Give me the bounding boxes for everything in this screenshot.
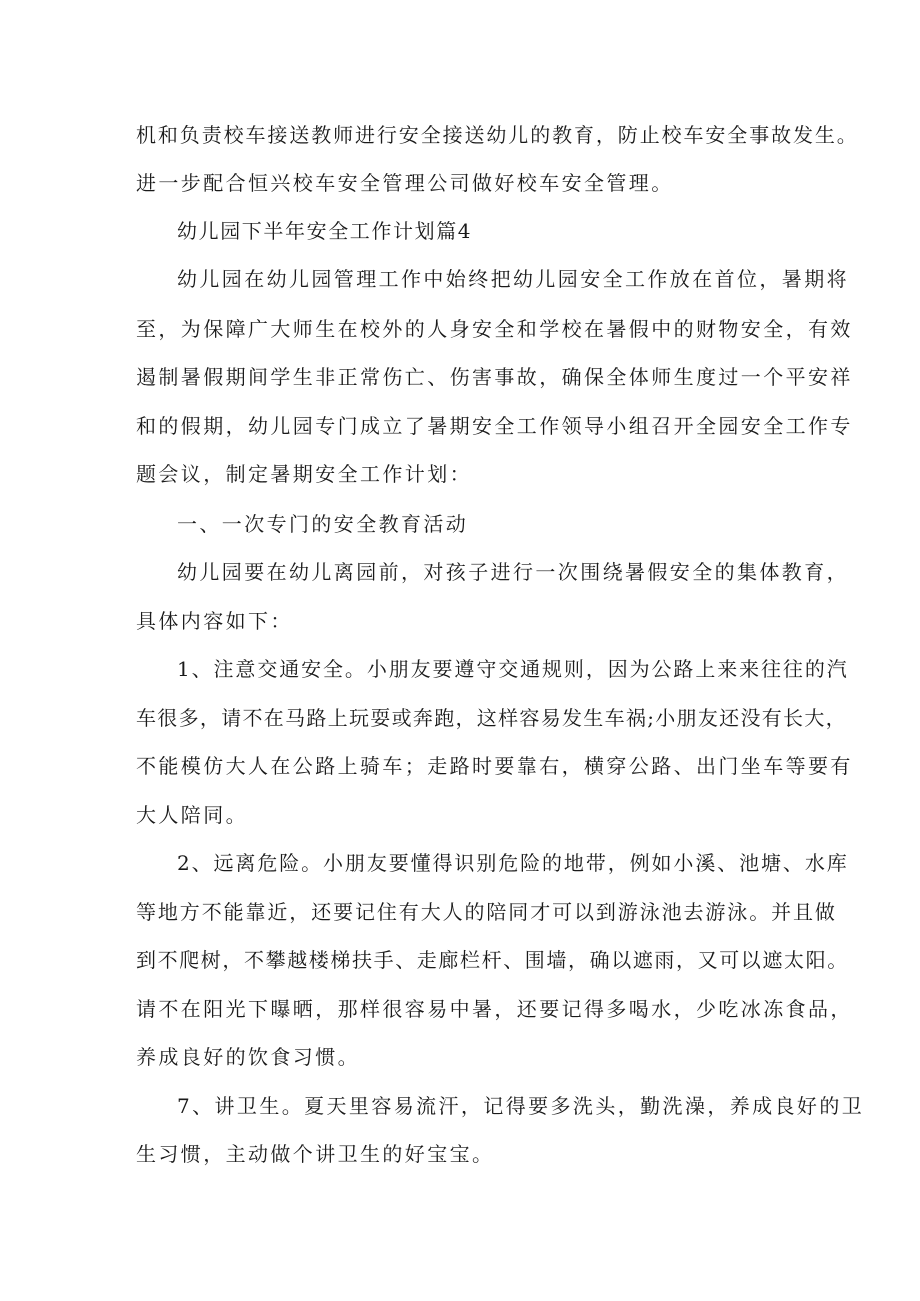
text-line: 生习惯，主动做个讲卫生的好宝宝。 xyxy=(136,1142,495,1166)
text-line: 题会议，制定暑期安全工作计划： xyxy=(136,462,472,486)
text-line: 2、远离危险。小朋友要懂得识别危险的地带，例如小溪、池塘、水库 xyxy=(177,851,849,875)
text-line: 不能模仿大人在公路上骑车；走路时要靠右，横穿公路、出门坐车等要有 xyxy=(136,754,853,778)
text-line: 等地方不能靠近，还要记住有大人的陪同才可以到游泳池去游泳。并且做 xyxy=(136,900,837,924)
text-line: 幼儿园要在幼儿离园前，对孩子进行一次围绕暑假安全的集体教育， xyxy=(177,560,849,584)
text-line: 机和负责校车接送教师进行安全接送幼儿的教育，防止校车安全事故发生。 xyxy=(136,123,859,147)
text-line: 幼儿园在幼儿园管理工作中始终把幼儿园安全工作放在首位，暑期将 xyxy=(177,267,849,291)
subsection-heading: 一、一次专门的安全教育活动 xyxy=(177,512,469,536)
text-line: 1、注意交通安全。小朋友要遵守交通规则，因为公路上来来往往的汽 xyxy=(177,657,849,681)
text-line: 至，为保障广大师生在校外的人身安全和学校在暑假中的财物安全，有效 xyxy=(136,317,853,341)
text-line: 养成良好的饮食习惯。 xyxy=(136,1045,360,1069)
text-line: 车很多，请不在马路上玩耍或奔跑，这样容易发生车祸;小朋友还没有长大， xyxy=(136,706,847,730)
text-line: 具体内容如下： xyxy=(136,609,293,633)
text-line: 7、讲卫生。夏天里容易流汗，记得要多洗头，勤洗澡，养成良好的卫 xyxy=(177,1094,865,1118)
text-line: 遏制暑假期间学生非正常伤亡、伤害事故，确保全体师生度过一个平安祥 xyxy=(136,365,853,389)
text-line: 大人陪同。 xyxy=(136,803,248,827)
text-line: 和的假期，幼儿园专门成立了暑期安全工作领导小组召开全园安全工作专 xyxy=(136,414,853,438)
section-heading: 幼儿园下半年安全工作计划篇4 xyxy=(177,219,473,243)
text-line: 请不在阳光下曝晒，那样很容易中暑，还要记得多喝水，少吃冰冻食品， xyxy=(136,997,853,1021)
text-line: 到不爬树，不攀越楼梯扶手、走廊栏杆、围墙，确以遮雨，又可以遮太阳。 xyxy=(136,948,849,972)
text-line: 进一步配合恒兴校车安全管理公司做好校车安全管理。 xyxy=(136,171,674,195)
